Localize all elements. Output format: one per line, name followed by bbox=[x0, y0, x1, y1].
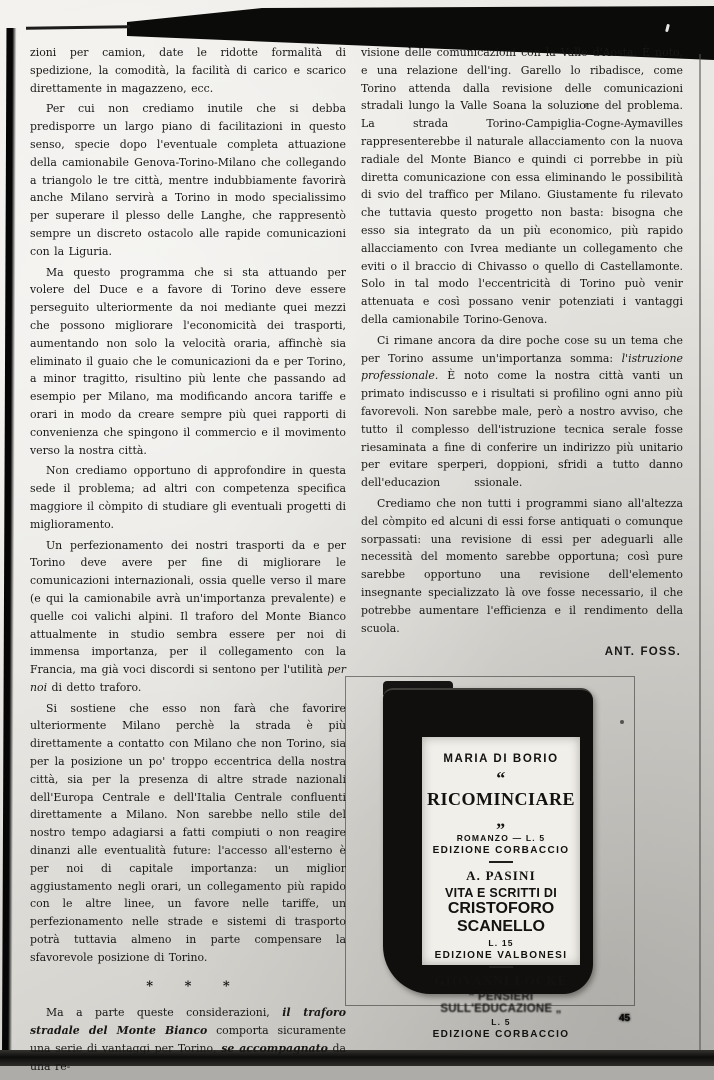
text-segment: Crediamo che non tutti i programmi siano all'altezza del còmpito ed alcuni di essi forse antiquati o comunque sorpassati: una revisione di essi per adeguarli alle necessità del momento sarebbe opportuna; così pure sarebbe opportuno una revisione dell'elemento insegnante specializzato là ove fosse necessario, il che potrebbe aumentare l'efficienza e il rendimento della scuola. bbox=[361, 496, 683, 635]
text-segment: Un perfezionamento dei nostri trasporti da e per Torino deve avere per fine di migliorare le comunicazioni internazionali, ossia quelle verso il mare (e qui la camionabile avrà un'importanza prevalente) e quelle coi valichi alpini. Il traforo del Monte Bianco attualmente in studio sembra essere per noi di immensa importanza, per il collegamento con la Francia, ma già voci discordi si sentono per l'utilità bbox=[30, 538, 346, 677]
text-segment: ssionale. bbox=[474, 476, 523, 490]
paragraph bbox=[361, 332, 683, 492]
ad-line-meta: L. 15 bbox=[488, 938, 514, 948]
text-segment: * * * bbox=[146, 978, 243, 994]
paragraph bbox=[30, 44, 346, 97]
paragraph bbox=[30, 462, 346, 533]
paragraph bbox=[30, 700, 346, 967]
text-segment: Ci rimane ancora da dire poche cose su un tema che per Torino assume un'importanza somma: bbox=[361, 333, 683, 365]
scan-top-edge-line bbox=[26, 25, 130, 29]
text-segment: Ma a parte queste considerazioni, bbox=[46, 1006, 283, 1020]
text-segment: Ma questo programma che si sta attuando per volere del Duce e a favore di Torino deve essere perseguito ulteriormente da noi mediante quei mezzi che possono migliorare l'economicità dei trasporti, aumentando non solo la velocità oraria, affinchè sia eliminato il guaio che le comunicazioni da e per Torino, a minor tragitto, risultino più lente che passando ad esempio per Milano, ma modificando ancora tariffe e orari in modo da creare sempre più quei rapporti di convenienza che spingono il commercio e il movimento verso la nostra città. bbox=[30, 265, 346, 457]
paragraph bbox=[361, 495, 683, 637]
ad-line-title-blur: “ PENSIERI SULL'EDUCAZIONE „ bbox=[440, 991, 562, 1015]
right-text-column bbox=[361, 44, 683, 665]
ad-line-title-sans-sm: VITA E SCRITTI DI bbox=[444, 886, 558, 900]
text-segment: ANT. FOSS. bbox=[604, 646, 681, 659]
text-segment: se accompagnato bbox=[221, 1042, 328, 1056]
ad-line-edition: EDIZIONE CORBACCIO bbox=[432, 845, 570, 856]
ad-line-meta: ROMANZO — L. 5 bbox=[456, 833, 546, 843]
ad-line-title-serif: “ RICOMINCIARE „ bbox=[426, 768, 575, 830]
text-segment: da una re- bbox=[30, 1042, 346, 1073]
ad-divider-rule bbox=[489, 966, 513, 968]
ad-line-author-sans: MARIA DI BORIO bbox=[443, 753, 559, 765]
scan-left-gutter-shadow bbox=[2, 28, 16, 1054]
ad-line-edition: EDIZIONE CORBACCIO bbox=[432, 1029, 570, 1040]
ad-line-author-serif: GIOVANNI LOCKE bbox=[434, 973, 568, 988]
book-label bbox=[422, 737, 580, 1040]
paragraph bbox=[30, 1004, 346, 1075]
text-segment: Si sostiene che esso non farà che favorire ulteriormente Milano perchè la strada è più direttamente a contatto con Milano che non Torino, sia per la posizione un po' troppo eccentrica della nostra città, sia per la presenza di altre strade nazionali dell'Europa Centrale e dell'Italia Centrale confluenti direttamente a Milano. Non sarebbe nello stile del nostro tempo adagiarsi a fatti compiuti o non reagire dinanzi alle eventualità future: l'accesso all'esterno è per noi di capitale importanza: un miglior aggiustamento negli orari, un collegamento più rapido con le altre linee, un favore nelle tariffe, un perfezionamento nelle strade e sistemi di trasporto potrà tuttavia almeno in parte compensare la sfavorevole posizione di Torino. bbox=[30, 701, 346, 964]
ad-divider-rule bbox=[489, 861, 513, 863]
text-segment: È noto come la nostra città vanti un primato indiscusso e i risultati si profilino ogni anno più favorevoli. Non sarebbe male, però a nostro avviso, che tutto il complesso dell'istruzione tecnica serale fosse riesaminata a fine di conferire un indirizzo più unitario per evitare sperperi, doppioni, sfridi a tutto danno dell'educazion bbox=[361, 369, 683, 490]
text-segment: per noi bbox=[30, 663, 346, 694]
text-segment: comporta sicuramente una serie di vantaggi per Torino, bbox=[30, 1024, 346, 1056]
paragraph bbox=[361, 44, 683, 329]
ad-line-title-sans: CRISTOFORO SCANELLO bbox=[447, 900, 555, 935]
paragraph bbox=[30, 264, 346, 460]
text-segment: visione delle comunicazioni con la Valle d'Aosta. È noto, e una relazione dell'ing. Garello lo ribadisce, come Torino attenda dalla revisione delle comunicazioni stradali lungo la Valle Soana la soluzione del problema. La strada Torino-Campiglia-Cogne-Aymavilles rappresenterebbe il naturale allacciamento con la nuova radiale del Monte Bianco e quindi ci porrebbe in più diretta comunicazione con essa eliminando le possibilità di svio del traffico per Milano. Giustamente fu rilevato che tuttavia questo progetto non basta: bisogna che esso sia integrato da un più economico, più rapido allacciamento con Ivrea mediante un collegamento che eviti o il braccio di Chivasso o quello di Castellamonte. Solo in tal modo l'eccentricità di Torino può venir attenuata e così possano venir potenziati i vantaggi della camionabile Torino-Genova. bbox=[361, 46, 683, 326]
ad-line-meta: L. 5 bbox=[491, 1017, 511, 1027]
text-segment: Per cui non crediamo inutile che si debba predisporre un largo piano di facilitazioni in questo senso, specie dopo l'eventuale completa attuazione della camionabile Genova-Torino-Milano che collegando a triangolo le tre città, mentre indubbiamente favorirà anche Milano servirà a Torino in modo specialissimo per superare il plesso delle Langhe, che rappresentò sempre un discreto ostacolo alle rapide comunicazioni con la Liguria. bbox=[30, 102, 346, 258]
section-divider bbox=[30, 978, 346, 996]
text-segment: Non crediamo opportuno di approfondire in questa sede il problema; ad altri con competenza specifica maggiore il còmpito di studiare gli eventuali progetti di miglioramento. bbox=[30, 464, 346, 531]
paragraph bbox=[30, 100, 346, 260]
left-text-column bbox=[30, 44, 346, 1079]
text-segment: il traforo stradale del Monte Bianco bbox=[30, 1006, 347, 1038]
ad-line-edition: EDIZIONE VALBONESI bbox=[434, 950, 568, 961]
text-segment: di detto traforo. bbox=[47, 680, 142, 694]
text-segment: l'istruzione professionale. bbox=[361, 351, 683, 383]
author-signature bbox=[361, 644, 683, 662]
page-right-edge-line bbox=[699, 54, 701, 1050]
paragraph bbox=[30, 537, 346, 697]
page-number: 45 bbox=[619, 1013, 631, 1024]
text-segment: zioni per camion, date le ridotte formalità di spedizione, la comodità, la facilità di carico e scarico direttamente in magazzeno, ecc. bbox=[30, 46, 346, 95]
ad-line-author-serif: A. PASINI bbox=[466, 868, 536, 883]
